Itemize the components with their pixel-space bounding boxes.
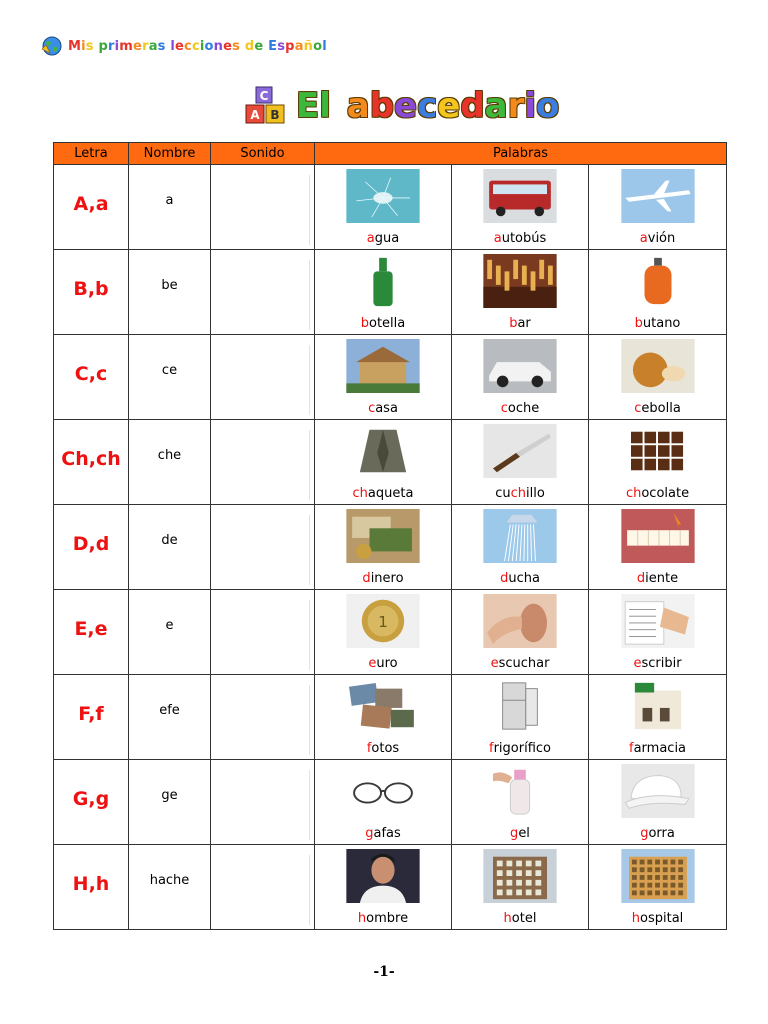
word-rest: aqueta [367,486,414,501]
nombre-cell [129,505,211,590]
word-cell [589,590,727,675]
word-label [589,231,726,246]
water-drop-icon [345,169,421,223]
page-number: -1- [373,964,395,980]
word-highlight: c [368,401,376,416]
title-letter: a [484,86,508,126]
word-rest: inero [370,571,404,586]
letter-label: F,f [78,703,104,725]
word-cell [589,760,727,845]
letra-cell [54,250,129,335]
title-letter: E [296,86,320,126]
letra-cell [54,505,129,590]
sonido-cell[interactable] [211,335,315,420]
word-cell [452,165,589,250]
word-rest: el [518,826,530,841]
word-label [589,656,726,671]
nombre-cell [129,335,211,420]
word-highlight: ch [510,486,526,501]
nombre-cell [129,760,211,845]
gel-bottle-icon [482,764,558,818]
sonido-divider [309,175,310,245]
word-label [589,571,726,586]
bar-icon [482,254,558,308]
man-icon [345,849,421,903]
word-label [452,571,588,586]
table-row [54,165,727,250]
word-label [315,316,451,331]
word-label [315,826,451,841]
word-rest: ospital [640,911,684,926]
title-letter: i [524,86,537,126]
letra-cell [54,165,129,250]
hotel-icon [482,849,558,903]
word-highlight: a [366,231,375,246]
word-highlight: a [493,231,502,246]
svg-text:1: 1 [378,612,388,631]
word-prefix: cu [495,486,511,501]
letter-label: G,g [72,788,110,810]
alphabet-blocks-icon [242,85,290,127]
title-letter: a [346,86,370,126]
word-label [589,316,726,331]
sonido-divider [309,685,310,755]
word-label [452,826,588,841]
word-highlight: d [636,571,646,586]
title-letter: e [437,86,461,126]
airplane-icon [620,169,696,223]
svg-text:B: B [270,108,280,122]
car-icon [482,339,558,393]
fridge-icon [482,679,558,733]
gas-cylinder-icon [620,254,696,308]
nombre-cell [129,420,211,505]
letter-label: B,b [73,278,109,300]
svg-text:C: C [259,89,269,103]
word-cell [452,590,589,675]
word-label [315,911,451,926]
page-title [242,84,559,128]
nombre-cell [129,165,211,250]
word-rest: iente [645,571,679,586]
word-highlight: a [639,231,648,246]
sonido-cell[interactable] [211,760,315,845]
table-header-row [54,143,727,165]
word-rest: scribir [641,656,682,671]
word-rest: ocolate [641,486,690,501]
letter-label: C,c [74,363,108,385]
word-highlight: g [640,826,649,841]
sonido-cell[interactable] [211,675,315,760]
letter-name: ge [161,788,178,803]
word-cell [589,335,727,420]
word-rest: utobús [501,231,547,246]
nombre-cell [129,845,211,930]
sonido-cell[interactable] [211,165,315,250]
letter-name: efe [159,703,180,718]
word-highlight: e [368,656,377,671]
letter-label: E,e [74,618,108,640]
letter-name: be [161,278,178,293]
sonido-cell[interactable] [211,420,315,505]
word-cell [315,760,452,845]
glasses-icon [345,764,421,818]
word-highlight: b [360,316,369,331]
word-rest: vión [647,231,676,246]
letra-cell [54,845,129,930]
ear-icon [482,594,558,648]
word-rest: ar [517,316,531,331]
photos-icon [345,679,421,733]
table-row [54,420,727,505]
letra-cell [54,675,129,760]
word-label [315,401,451,416]
letra-cell [54,420,129,505]
sonido-divider [309,515,310,585]
word-label [452,911,588,926]
word-label [589,741,726,756]
table-row [54,335,727,420]
word-highlight: h [631,911,640,926]
word-highlight: e [633,656,642,671]
alphabet-table [53,142,727,930]
word-rest: illo [525,486,545,501]
word-cell [315,250,452,335]
nombre-cell [129,590,211,675]
word-label [589,826,726,841]
title-letter: r [507,86,525,126]
letter-name: e [165,618,174,633]
euro-coin-icon [345,594,421,648]
word-cell [589,420,727,505]
word-cell [315,590,452,675]
word-cell [315,165,452,250]
letra-cell [54,760,129,845]
title-letter [331,86,343,126]
table-row [54,675,727,760]
sonido-cell[interactable] [211,250,315,335]
sonido-divider [309,855,310,925]
word-label [452,316,588,331]
bus-icon [482,169,558,223]
word-cell [589,250,727,335]
word-highlight: f [366,741,372,756]
nombre-cell [129,675,211,760]
word-highlight: h [503,911,512,926]
word-label [315,656,451,671]
world-globe-icon [40,35,64,57]
knife-icon [482,424,558,478]
table-row [54,505,727,590]
bottle-icon [345,254,421,308]
col-header-letra: Letra [54,143,129,165]
word-cell [452,845,589,930]
word-rest: afas [373,826,401,841]
word-label [315,231,451,246]
sonido-cell[interactable] [211,590,315,675]
house-icon [345,339,421,393]
title-letter: e [394,86,418,126]
word-highlight: f [629,741,634,756]
sonido-divider [309,600,310,670]
word-label [452,231,588,246]
word-rest: gua [374,231,400,246]
word-label [452,486,588,501]
tooth-icon [620,509,696,563]
letter-name: che [157,448,182,463]
word-rest: ombre [366,911,409,926]
letter-label: H,h [72,873,110,895]
word-label [452,401,588,416]
word-rest: armacia [633,741,687,756]
title-letter: l [319,86,331,126]
word-label [315,741,451,756]
word-cell [589,675,727,760]
word-cell [589,505,727,590]
word-label [589,401,726,416]
title-text [296,86,559,126]
jacket-icon [345,424,421,478]
pharmacy-icon [620,679,696,733]
page-header [40,34,327,58]
word-highlight: b [509,316,518,331]
letter-label: Ch,ch [61,448,121,470]
money-icon [345,509,421,563]
word-rest: scuchar [498,656,550,671]
word-rest: ucha [508,571,540,586]
word-label [452,741,588,756]
word-highlight: ch [625,486,642,501]
word-highlight: g [365,826,374,841]
word-cell [589,165,727,250]
word-cell [315,335,452,420]
word-cell [315,675,452,760]
word-rest: oche [507,401,540,416]
col-header-palabras: Palabras [315,143,727,165]
title-letter: c [417,86,438,126]
writing-hand-icon [620,594,696,648]
sonido-divider [309,770,310,840]
word-rest: otos [371,741,400,756]
word-rest: otel [511,911,537,926]
word-label [315,486,451,501]
sonido-divider [309,345,310,415]
letter-name: a [165,193,174,208]
word-cell [452,250,589,335]
word-highlight: d [500,571,509,586]
word-cell [452,335,589,420]
word-cell [315,420,452,505]
word-rest: orra [648,826,675,841]
chocolate-icon [620,424,696,478]
word-highlight: h [357,911,367,926]
sonido-divider [309,260,310,330]
title-letter: b [369,86,395,126]
table-row [54,590,727,675]
word-highlight: e [490,656,499,671]
word-label [589,911,726,926]
word-rest: rigorífico [493,741,551,756]
header-text: Mis primeras lecciones de Español [68,38,327,54]
letter-label: A,a [73,193,109,215]
word-rest: asa [375,401,398,416]
word-rest: utano [642,316,681,331]
word-cell [452,505,589,590]
word-rest: ebolla [641,401,681,416]
shower-icon [482,509,558,563]
letter-name: ce [161,363,178,378]
word-cell [452,760,589,845]
table-row [54,760,727,845]
sonido-divider [309,430,310,500]
word-highlight: b [634,316,643,331]
word-label [589,486,726,501]
table-row [54,845,727,930]
word-cell [315,505,452,590]
word-cell [589,845,727,930]
word-highlight: d [362,571,371,586]
letra-cell [54,590,129,675]
table-row [54,250,727,335]
word-cell [452,675,589,760]
word-highlight: f [489,741,494,756]
svg-text:A: A [250,108,260,122]
word-label [315,571,451,586]
sonido-cell[interactable] [211,505,315,590]
word-label [452,656,588,671]
title-letter: o [536,86,560,126]
letter-name: de [161,533,178,548]
onion-icon [620,339,696,393]
word-highlight: c [634,401,642,416]
letter-label: D,d [72,533,110,555]
col-header-sonido: Sonido [211,143,315,165]
word-cell [315,845,452,930]
letter-name: hache [149,873,190,888]
nombre-cell [129,250,211,335]
cap-icon [620,764,696,818]
word-highlight: g [510,826,519,841]
title-letter: d [460,86,485,126]
word-cell [452,420,589,505]
word-rest: uro [376,656,398,671]
sonido-cell[interactable] [211,845,315,930]
hospital-icon [620,849,696,903]
letra-cell [54,335,129,420]
word-highlight: ch [352,486,368,501]
word-highlight: c [500,401,508,416]
word-rest: otella [369,316,406,331]
col-header-nombre: Nombre [129,143,211,165]
